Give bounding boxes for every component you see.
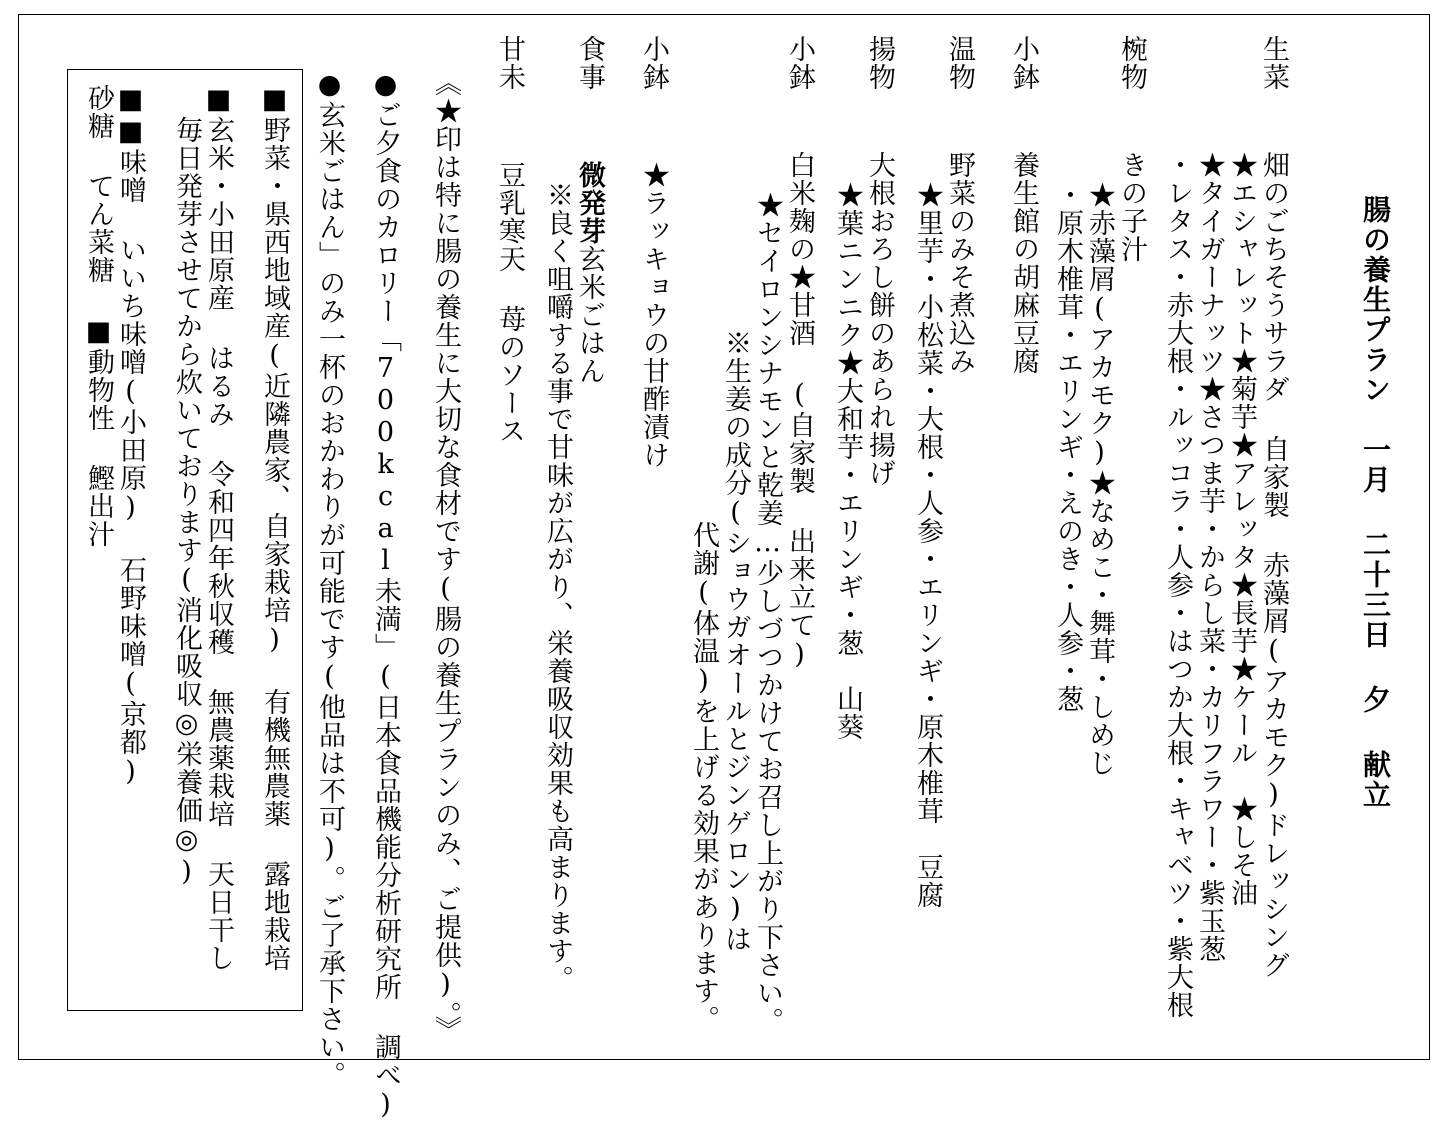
menu-line: 養生館の胡麻豆腐 xyxy=(1008,151,1039,375)
box-line: ■玄米・小田原産 はるみ 令和四年秋収穫 無農薬栽培 天日干し xyxy=(203,84,234,972)
ingredient-info-box xyxy=(67,69,303,1011)
note-line: 《★印は特に腸の養生に大切な食材です(腸の養生プランのみ、ご提供)。》 xyxy=(430,69,461,1044)
box-line: 毎日発芽させてから炊いております(消化吸収◎栄養価◎) xyxy=(171,116,202,888)
category-label-fried: 揚物 xyxy=(864,35,895,91)
menu-line: ★セイロンシナモンと乾姜…少しづつかけてお召し上がり下さい。 xyxy=(752,191,783,1035)
menu-line: ★ラッキョウの甘酢漬け xyxy=(638,161,669,469)
note-line: ●玄米ごはん」のみ一杯のおかわりが可能です(他品は不可)。ご了承下さい。 xyxy=(314,69,345,1089)
category-label-warm-dish: 温物 xyxy=(944,35,975,91)
menu-line: ※良く咀嚼する事で甘味が広がり、栄養吸収効果も高まります。 xyxy=(542,181,573,993)
menu-line xyxy=(573,161,605,385)
category-label-small-dish: 小鉢 xyxy=(638,35,669,91)
box-line: 砂糖 てん菜糖 ■動物性 鰹出汁 xyxy=(83,84,114,548)
menu-line: きの子汁 xyxy=(1116,151,1147,263)
menu-line: ★タイガーナッツ★さつま芋・からし菜・カリフラワー・紫玉葱 xyxy=(1194,151,1225,963)
menu-line: ・レタス・赤大根・ルッコラ・人参・はつか大根・キャベツ・紫大根 xyxy=(1162,151,1193,1019)
menu-line: ※生姜の成分(ショウガオールとジンゲロン)は xyxy=(720,329,751,953)
rice-bold-prefix: 微発芽 xyxy=(574,161,605,245)
menu-line: ★エシャレット★菊芋★アレッタ★長芋★ケール ★しそ油 xyxy=(1226,151,1257,907)
menu-line: ★里芋・小松菜・大根・人参・エリンギ・原木椎茸 豆腐 xyxy=(912,181,943,909)
page-title: 腸の養生プラン 一月 二十三日 夕 献立 xyxy=(1359,195,1392,810)
menu-line: 白米麹の★甘酒 (自家製 出来立て) xyxy=(784,151,815,671)
menu-line: 野菜のみそ煮込み xyxy=(944,151,975,375)
menu-line: 畑のごちそうサラダ 自家製 赤藻屑(アカモク)ドレッシング xyxy=(1258,151,1289,979)
menu-line: 代謝(体温)を上げる効果があります。 xyxy=(688,521,719,1033)
box-line: ■■味噌 いいち味噌(小田原) 石野味噌(京都) xyxy=(115,84,146,788)
menu-line: ★葉ニンニク★大和芋・エリンギ・葱 山葵 xyxy=(832,181,863,741)
menu-sheet xyxy=(18,14,1430,1121)
category-label-meal: 食事 xyxy=(574,35,605,91)
category-label-dessert: 甘未 xyxy=(494,35,525,91)
menu-line: ★赤藻屑(アカモク)★なめこ・舞茸・しめじ xyxy=(1084,181,1115,777)
menu-line: 大根おろし餅のあられ揚げ xyxy=(864,151,895,487)
category-label-small-dish: 小鉢 xyxy=(784,35,815,91)
category-label-soup: 椀物 xyxy=(1116,35,1147,91)
category-label-salad: 生菜 xyxy=(1258,35,1289,91)
box-line: ■野菜・県西地域産(近隣農家、自家栽培) 有機無農薬 露地栽培 xyxy=(259,84,290,972)
rice-name: 玄米ごはん xyxy=(574,245,605,385)
note-line: ●ご夕食のカロリー「700kcal未満」(日本食品機能分析研究所 調べ) xyxy=(370,69,401,1121)
menu-line: ・原木椎茸・エリンギ・えのき・人参・葱 xyxy=(1052,181,1083,713)
menu-line: 豆乳寒天 苺のソース xyxy=(494,161,525,445)
category-label-small-dish: 小鉢 xyxy=(1008,35,1039,91)
